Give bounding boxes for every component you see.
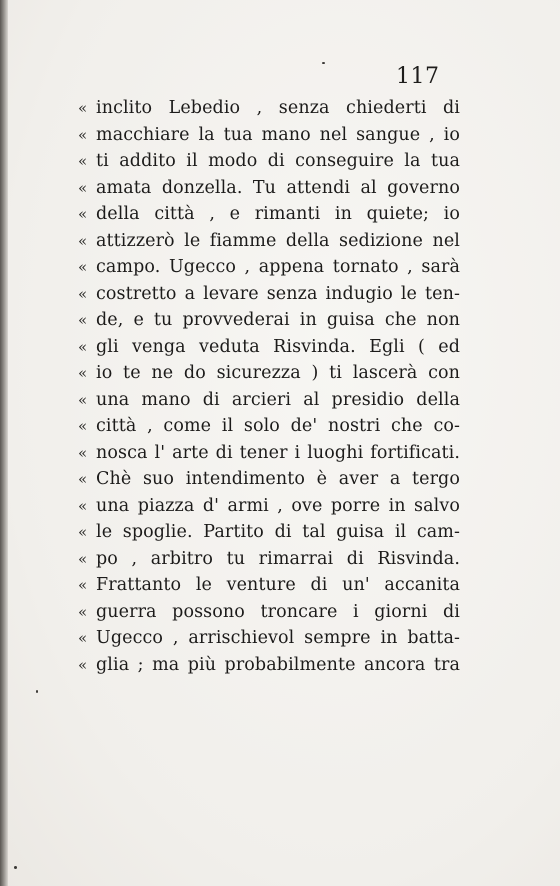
guillemet: « [78, 125, 88, 144]
line-text: una mano di arcieri al presidio della [96, 389, 460, 410]
guillemet: « [78, 205, 88, 223]
line-text: Ugecco , arrischievol sempre in batta- [96, 628, 460, 648]
guillemet: « [78, 549, 88, 568]
guillemet: « [78, 470, 88, 488]
guillemet: « [78, 443, 88, 462]
line-text: macchiare la tua mano nel sangue , io [96, 124, 460, 145]
guillemet: « [78, 523, 88, 541]
text-line [78, 572, 460, 599]
line-text: Frattanto le venture di un' accanita [96, 575, 460, 595]
line-text: una piazza d' armi , ove porre in salvo [96, 495, 460, 516]
guillemet: « [78, 390, 88, 409]
text-line [78, 413, 460, 440]
text-line [78, 599, 460, 626]
text-line [78, 440, 460, 467]
line-text: della città , e rimanti in quiete; io [96, 204, 460, 224]
guillemet: « [78, 231, 88, 250]
ink-speck [14, 866, 17, 869]
line-text: inclito Lebedio , senza chiederti di [96, 98, 460, 118]
line-text: le spoglie. Partito di tal guisa il cam- [96, 522, 460, 542]
text-line [78, 307, 460, 334]
line-text: costretto a levare senza indugio le ten- [96, 283, 460, 304]
line-text: gli venga veduta Risvinda. Egli ( ed [96, 336, 460, 357]
guillemet: « [78, 364, 88, 382]
line-text: po , arbitro tu rimarrai di Risvinda. [96, 548, 460, 569]
line-text: de, e tu provvederai in guisa che non [96, 310, 460, 330]
text-line [78, 652, 460, 679]
line-text: nosca l' arte di tener i luoghi fortificati. [96, 442, 460, 463]
text-line [78, 493, 460, 520]
text-line [78, 625, 460, 652]
guillemet: « [78, 152, 88, 170]
text-line [78, 254, 460, 281]
ink-speck [322, 62, 325, 64]
page-number: 117 [396, 64, 440, 89]
guillemet: « [78, 284, 88, 303]
guillemet: « [78, 576, 88, 594]
guillemet: « [78, 417, 88, 435]
text-line [78, 95, 460, 122]
text-line [78, 519, 460, 546]
text-line [78, 360, 460, 387]
guillemet: « [78, 99, 88, 117]
line-text: ti addito il modo di conseguire la tua [96, 151, 460, 171]
text-line [78, 201, 460, 228]
text-line [78, 148, 460, 175]
guillemet: « [78, 337, 88, 356]
guillemet: « [78, 311, 88, 329]
guillemet: « [78, 178, 88, 197]
line-text: città , come il solo de' nostri che co- [96, 416, 460, 436]
text-line [78, 175, 460, 202]
guillemet: « [78, 602, 88, 621]
text-line [78, 122, 460, 149]
page-gutter-shadow [0, 0, 8, 886]
line-text: amata donzella. Tu attendi al governo [96, 177, 460, 198]
line-text: attizzerò le fiamme della sedizione nel [96, 230, 460, 251]
guillemet: « [78, 655, 88, 674]
ink-speck [36, 690, 38, 693]
line-text: campo. Ugecco , appena tornato , sarà [96, 257, 460, 277]
guillemet: « [78, 258, 88, 276]
line-text: guerra possono troncare i giorni di [96, 601, 460, 622]
text-line [78, 228, 460, 255]
guillemet: « [78, 496, 88, 515]
text-line [78, 466, 460, 493]
line-text: io te ne do sicurezza ) ti lascerà con [96, 363, 460, 383]
text-line [78, 334, 460, 361]
text-line [78, 281, 460, 308]
line-text: Chè suo intendimento è aver a tergo [96, 469, 460, 489]
text-line [78, 546, 460, 573]
guillemet: « [78, 629, 88, 647]
body-text [78, 95, 460, 678]
text-line [78, 387, 460, 414]
line-text: glia ; ma più probabilmente ancora tra [96, 654, 460, 675]
